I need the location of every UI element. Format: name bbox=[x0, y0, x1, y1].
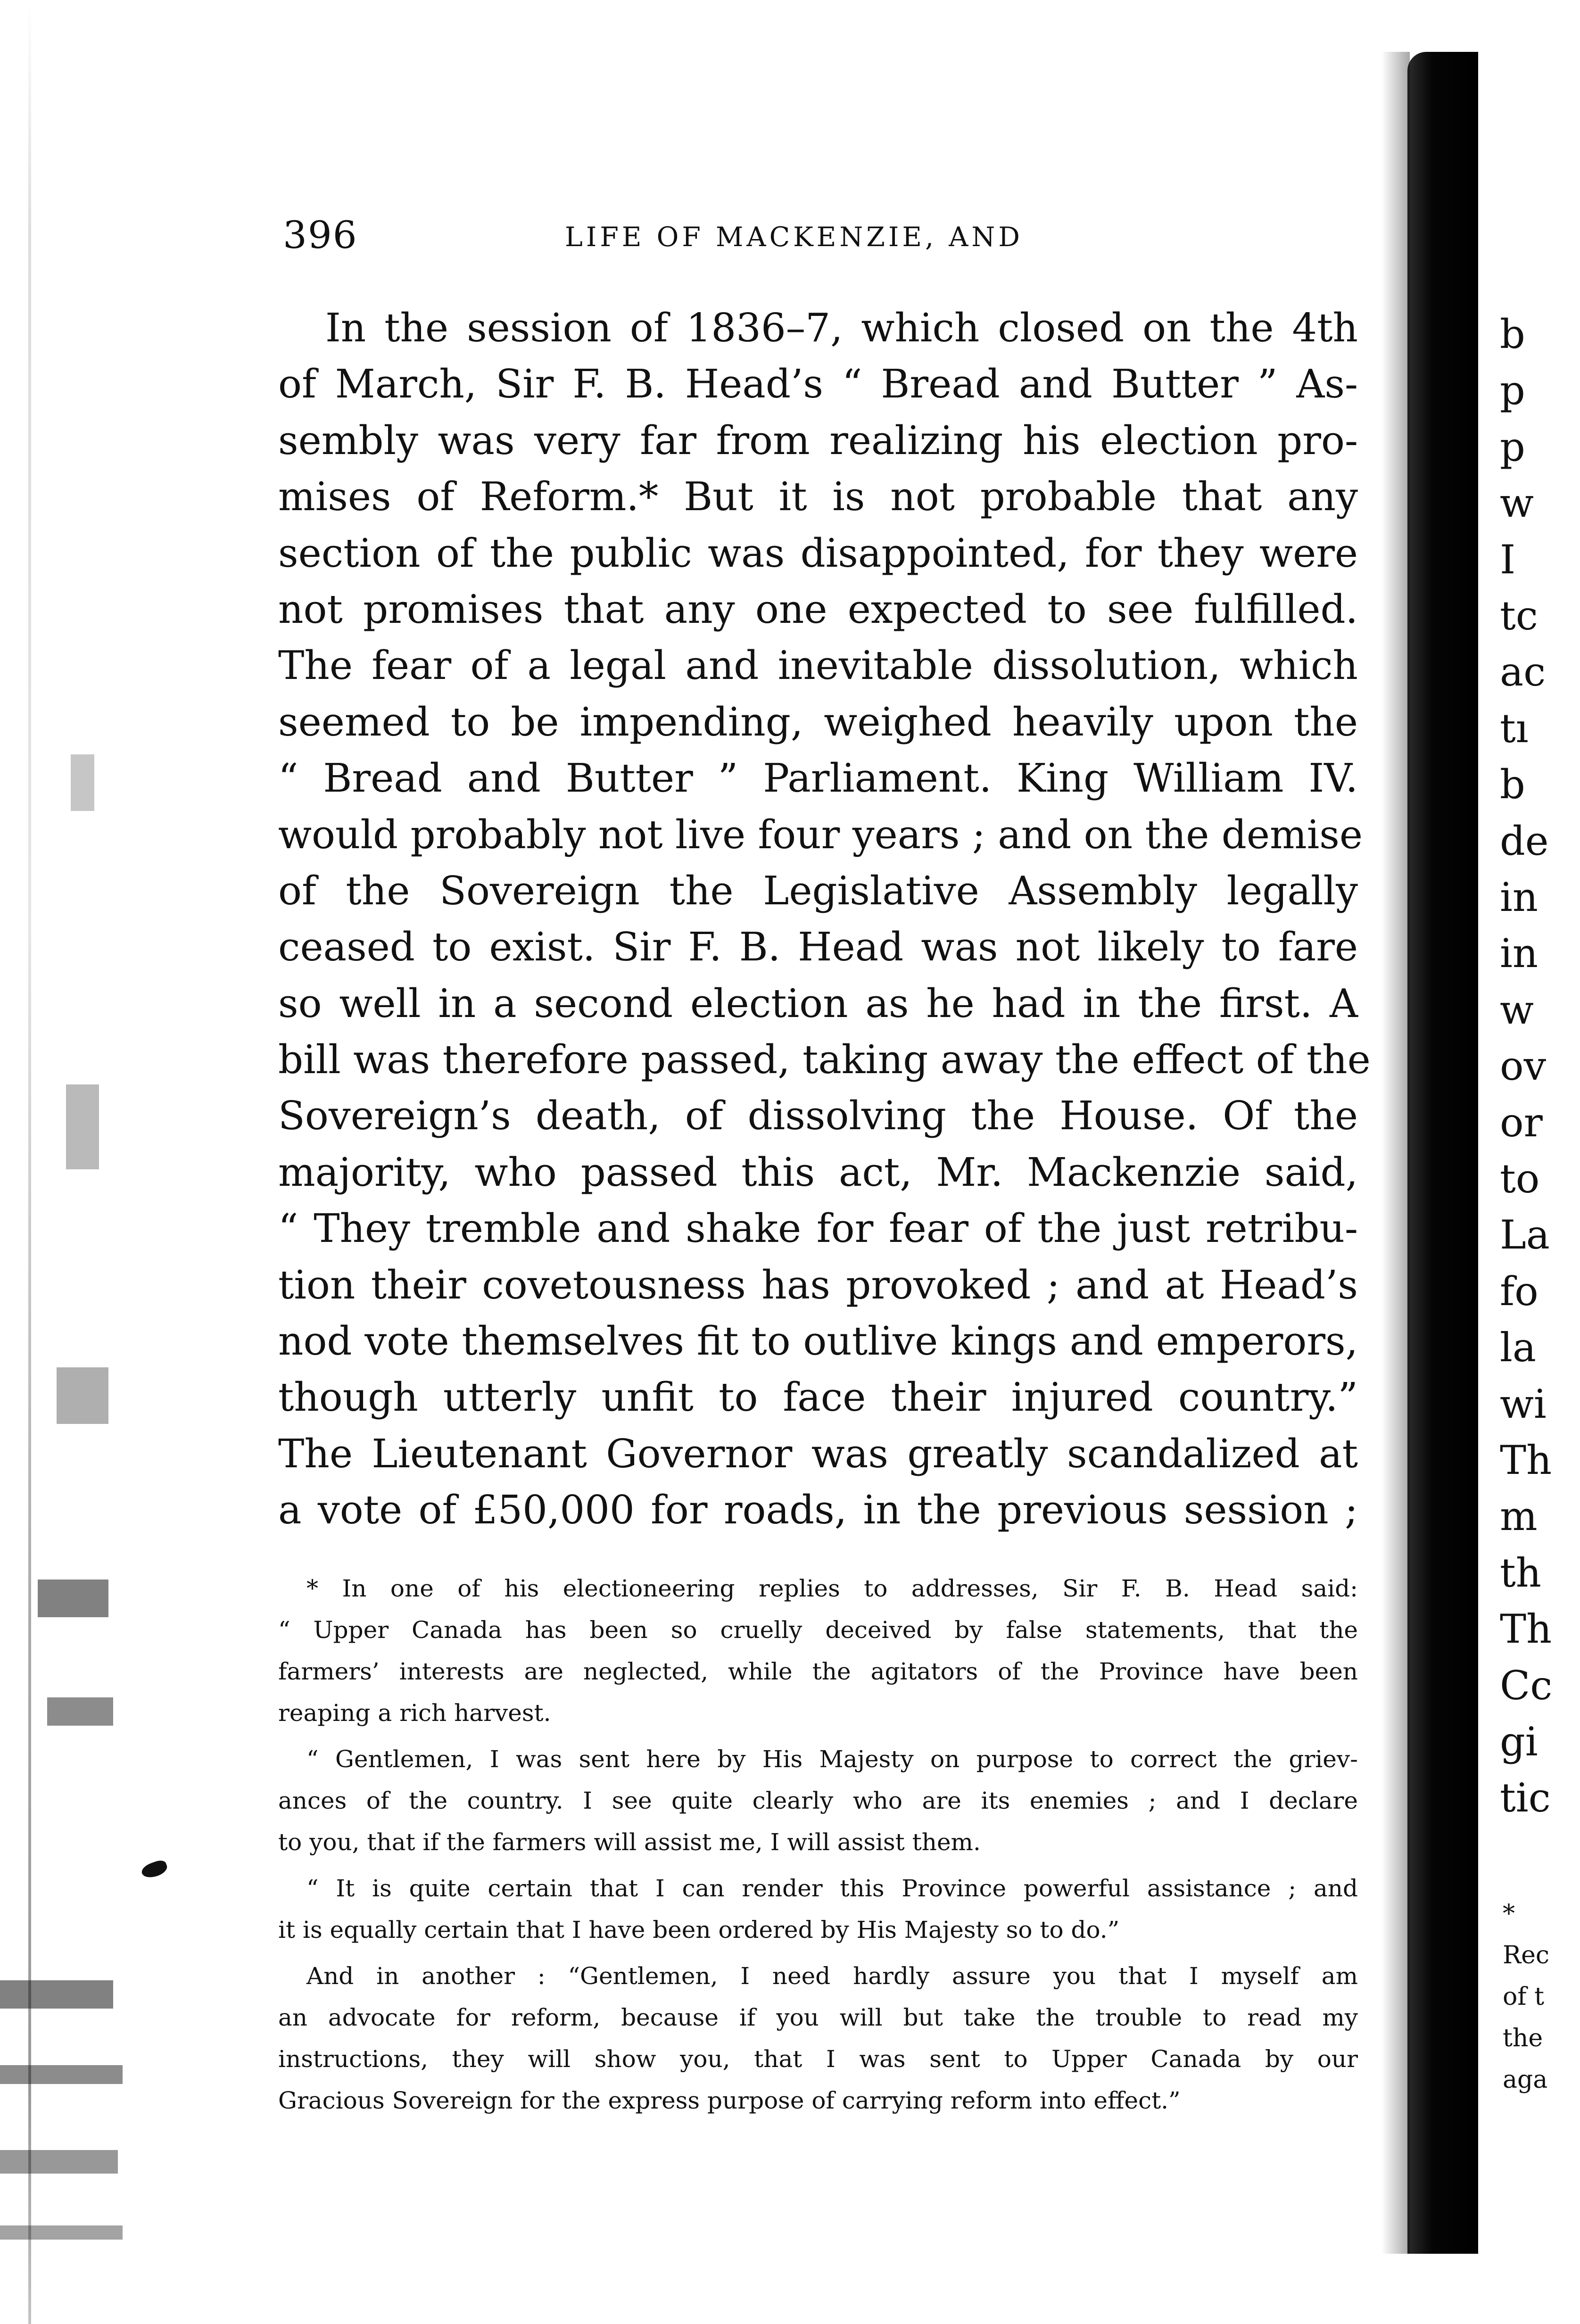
facing-page-line: b bbox=[1500, 761, 1525, 808]
facing-page-line: ac bbox=[1500, 649, 1546, 695]
body-line: mises of Reform.* But it is not probable that any bbox=[278, 474, 1358, 520]
body-line: of the Sovereign the Legislative Assembly legally bbox=[278, 868, 1358, 914]
footnote-line: to you, that if the farmers will assist me, I will assist them. bbox=[278, 1828, 981, 1856]
facing-page-line: or bbox=[1500, 1099, 1543, 1146]
footnote-line: * In one of his electioneering replies to addresses, Sir F. B. Head said: bbox=[306, 1575, 1358, 1602]
body-line: though utterly unfit to face their injured country.” bbox=[278, 1374, 1358, 1421]
body-line: majority, who passed this act, Mr. Mackenzie said, bbox=[278, 1149, 1358, 1195]
facing-page-line: to bbox=[1500, 1156, 1540, 1202]
body-line: a vote of £50,000 for roads, in the previous session ; bbox=[278, 1487, 1358, 1533]
facing-page-line: th bbox=[1500, 1549, 1541, 1596]
facing-page-line: w bbox=[1500, 480, 1534, 527]
facing-page-footnote-line: aga bbox=[1503, 2066, 1548, 2094]
body-line: of March, Sir F. B. Head’s “ Bread and Butter ” As- bbox=[278, 361, 1358, 407]
footnote-paragraph bbox=[278, 1868, 1358, 1951]
body-line: section of the public was disappointed, for they were bbox=[278, 530, 1358, 576]
footnote-line: reaping a rich harvest. bbox=[278, 1699, 551, 1727]
body-line: so well in a second election as he had in the first. A bbox=[278, 980, 1358, 1026]
body-line: The Lieutenant Governor was greatly scandalized at bbox=[278, 1431, 1358, 1477]
facing-page-line: la bbox=[1500, 1324, 1536, 1371]
facing-page-line: Cc bbox=[1500, 1662, 1553, 1709]
facing-page-line: p bbox=[1500, 367, 1525, 414]
facing-page-line: de bbox=[1500, 818, 1549, 864]
facing-page-line: I bbox=[1500, 536, 1516, 583]
footnote-paragraph bbox=[278, 1738, 1358, 1863]
footnote-line: farmers’ interests are neglected, while the agitators of the Province have been bbox=[278, 1658, 1358, 1685]
body-line: ceased to exist. Sir F. B. Head was not likely to fare bbox=[278, 924, 1358, 970]
facing-page-line: tic bbox=[1500, 1775, 1551, 1821]
facing-page-line: w bbox=[1500, 986, 1534, 1033]
body-line: The fear of a legal and inevitable dissolution, which bbox=[278, 643, 1358, 689]
body-line: In the session of 1836–7, which closed on the 4th bbox=[325, 305, 1358, 351]
footnote-paragraph bbox=[278, 1568, 1358, 1734]
facing-page-line: m bbox=[1500, 1493, 1538, 1540]
facing-page-line: p bbox=[1500, 423, 1525, 470]
facing-page-line: fo bbox=[1500, 1268, 1539, 1315]
ink-blot bbox=[140, 1858, 169, 1880]
footnote-line: “ Upper Canada has been so cruelly deceived by false statements, that the bbox=[278, 1616, 1358, 1644]
body-line: not promises that any one expected to see fulfilled. bbox=[278, 586, 1358, 632]
page-gutter-shadow bbox=[1407, 52, 1478, 2254]
facing-page-line: wi bbox=[1500, 1381, 1547, 1427]
footnote-line: ances of the country. I see quite clearly who are its enemies ; and I declare bbox=[278, 1787, 1358, 1814]
facing-page-line: in bbox=[1500, 874, 1538, 920]
body-line: “ They tremble and shake for fear of the just retribu- bbox=[278, 1206, 1358, 1252]
running-head: LIFE OF MACKENZIE, AND bbox=[565, 222, 1023, 253]
footnote-paragraph bbox=[278, 1955, 1358, 2121]
body-line: nod vote themselves fit to outlive kings and emperors, bbox=[278, 1318, 1358, 1365]
footnote-line: “ It is quite certain that I can render this Province powerful assistance ; and bbox=[306, 1875, 1358, 1902]
facing-page-line: ov bbox=[1500, 1043, 1547, 1090]
facing-page-footnote-line: of t bbox=[1503, 1983, 1544, 2011]
facing-page-line: b bbox=[1500, 311, 1525, 357]
footnote-line: an advocate for reform, because if you will but take the trouble to read my bbox=[278, 2004, 1358, 2031]
footnote-line: Gracious Sovereign for the express purpose of carrying reform into effect.” bbox=[278, 2087, 1181, 2114]
page-number: 396 bbox=[283, 213, 358, 257]
facing-page-line: tı bbox=[1500, 705, 1529, 752]
body-line: tion their covetousness has provoked ; and at Head’s bbox=[278, 1262, 1358, 1308]
facing-page-line: tc bbox=[1500, 593, 1538, 639]
footnotes bbox=[278, 1568, 1358, 2121]
body-line: bill was therefore passed, taking away the effect of the bbox=[278, 1037, 1371, 1083]
footnote-line: And in another : “Gentlemen, I need hardly assure you that I myself am bbox=[306, 1962, 1358, 1990]
facing-page-line: gi bbox=[1500, 1719, 1538, 1765]
facing-page-line: Th bbox=[1500, 1606, 1552, 1653]
footnote-line: “ Gentlemen, I was sent here by His Majesty on purpose to correct the griev- bbox=[306, 1745, 1358, 1773]
facing-page-footnote-line: the bbox=[1503, 2024, 1543, 2052]
page-header bbox=[283, 213, 1108, 260]
body-line: “ Bread and Butter ” Parliament. King William IV. bbox=[278, 755, 1358, 802]
footnote-line: it is equally certain that I have been ordered by His Majesty so to do.” bbox=[278, 1916, 1120, 1944]
facing-page-line: La bbox=[1500, 1212, 1550, 1258]
facing-page-line: Th bbox=[1500, 1437, 1552, 1483]
body-line: seemed to be impending, weighed heavily upon the bbox=[278, 699, 1358, 745]
facing-page-fragment bbox=[1492, 0, 1580, 2324]
page-binding-edge bbox=[0, 0, 123, 2324]
facing-page-line: in bbox=[1500, 930, 1538, 977]
body-line: Sovereign’s death, of dissolving the House. Of the bbox=[278, 1093, 1358, 1139]
facing-page-footnote-line: * bbox=[1503, 1900, 1515, 1928]
body-line: would probably not live four years ; and on the demise bbox=[278, 811, 1363, 858]
footnote-line: instructions, they will show you, that I was sent to Upper Canada by our bbox=[278, 2045, 1358, 2073]
body-text bbox=[278, 300, 1371, 1538]
facing-page-footnote-line: Rec bbox=[1503, 1941, 1550, 1969]
body-line: sembly was very far from realizing his election pro- bbox=[278, 417, 1358, 463]
